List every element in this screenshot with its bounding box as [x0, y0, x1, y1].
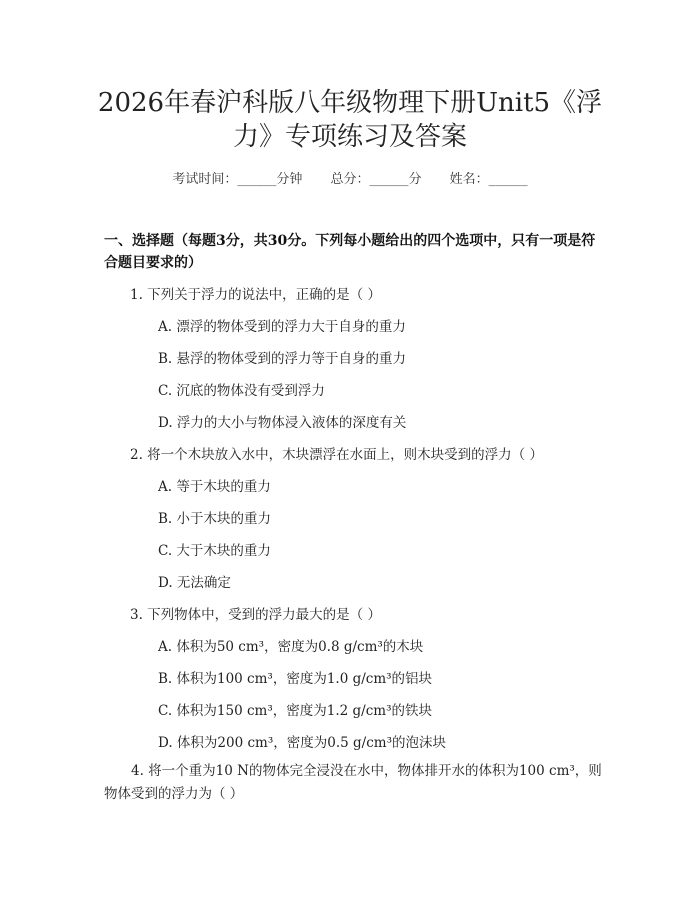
section-heading-multiple-choice: 一、选择题（每题3分，共30分。下列每小题给出的四个选项中，只有一项是符合题目要求的）: [104, 233, 596, 271]
question-3-option-a: A. 体积为50 cm³，密度为0.8 g/cm³的木块: [158, 639, 424, 655]
question-2-option-c: C. 大于木块的重力: [158, 543, 271, 559]
total-score-field: 总分：______分: [330, 172, 422, 187]
question-2-option-b: B. 小于木块的重力: [158, 511, 272, 527]
exam-time-field: 考试时间：______分钟: [172, 172, 303, 187]
question-1-option-c: C. 沉底的物体没有受到浮力: [158, 383, 325, 399]
exam-info: [0, 168, 700, 187]
document-title-line-1: 2026年春沪科版八年级物理下册Unit5《浮: [97, 88, 603, 118]
question-1-option-b: B. 悬浮的物体受到的浮力等于自身的重力: [158, 351, 407, 367]
document-title-line-2: 力》专项练习及答案: [232, 122, 467, 152]
question-1-stem: 1. 下列关于浮力的说法中，正确的是（ ）: [130, 287, 381, 303]
question-3-stem: 3. 下列物体中，受到的浮力最大的是（ ）: [130, 607, 381, 623]
question-4-stem: 4. 将一个重为10 N的物体完全浸没在水中，物体排开水的体积为100 cm³，则物体受到的浮力为（ ）: [104, 763, 602, 802]
question-2-option-a: A. 等于木块的重力: [158, 479, 271, 495]
question-2-option-d: D. 无法确定: [158, 575, 231, 591]
question-1-option-a: A. 漂浮的物体受到的浮力大于自身的重力: [158, 319, 406, 335]
question-3-option-b: B. 体积为100 cm³，密度为1.0 g/cm³的铝块: [158, 671, 433, 687]
student-name-field: 姓名：______: [449, 172, 528, 187]
question-3-option-d: D. 体积为200 cm³，密度为0.5 g/cm³的泡沫块: [158, 735, 446, 751]
question-1-option-d: D. 浮力的大小与物体浸入液体的深度有关: [158, 415, 407, 431]
question-2-stem: 2. 将一个木块放入水中，木块漂浮在水面上，则木块受到的浮力（ ）: [130, 447, 543, 463]
question-3-option-c: C. 体积为150 cm³，密度为1.2 g/cm³的铁块: [158, 703, 432, 719]
